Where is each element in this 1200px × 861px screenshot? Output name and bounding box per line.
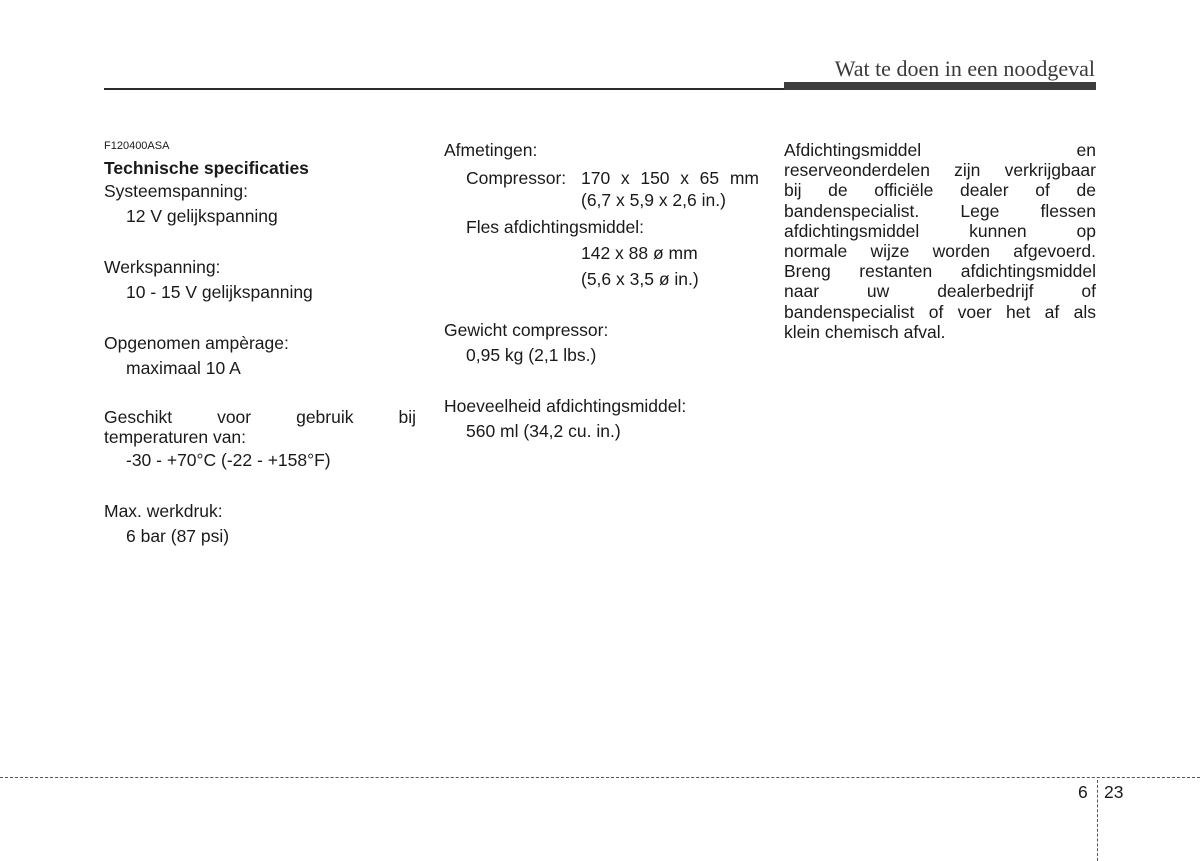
paragraph-line: bandenspecialist of voer het af als: [784, 301, 1096, 322]
compressor-value-inches: (6,7 x 5,9 x 2,6 in.): [581, 190, 726, 210]
header-rule-thick: [784, 82, 1096, 90]
amount-value: 560 ml (34,2 cu. in.): [466, 421, 621, 441]
specs-column: [104, 140, 416, 549]
paragraph-line: bij de officiële dealer of de: [784, 180, 1096, 201]
spec-label: Geschikt voor gebruik bij: [104, 407, 416, 427]
spec-label: Max. werkdruk:: [104, 501, 223, 521]
spec-label: Opgenomen ampèrage:: [104, 333, 289, 353]
page-number: 23: [1104, 782, 1124, 802]
spec-working-voltage: [104, 255, 416, 305]
paragraph-line: Breng restanten afdichtingsmiddel: [784, 261, 1096, 282]
footer-page-divider: [1097, 780, 1098, 861]
weight-label: Gewicht compressor:: [444, 320, 609, 340]
compressor-row: [444, 166, 759, 190]
section-code: F120400ASA: [104, 140, 170, 152]
bottle-value-inches: (5,6 x 3,5 ø in.): [581, 269, 699, 289]
footer-divider: [0, 777, 1200, 778]
compressor-value: 170 x 150 x 65 mm: [581, 168, 759, 188]
dimensions-column: [444, 140, 759, 444]
bottle-value: 142 x 88 ø mm: [581, 243, 698, 263]
spec-temperature: [104, 407, 416, 473]
spec-value: 12 V gelijkspanning: [126, 206, 278, 226]
weight-value: 0,95 kg (2,1 lbs.): [466, 345, 597, 365]
chapter-number: 6: [1078, 782, 1088, 802]
section-title: Technische specificaties: [104, 158, 309, 178]
spec-value: maximaal 10 A: [126, 358, 241, 378]
paragraph-line: reserveonderdelen zijn verkrijgbaar: [784, 160, 1096, 181]
paragraph-line: afdichtingsmiddel kunnen op: [784, 220, 1096, 241]
header-title: Wat te doen in een noodgeval: [834, 56, 1095, 81]
bottle-label: Fles afdichtingsmiddel:: [466, 217, 644, 237]
spec-system-voltage: [104, 179, 416, 229]
paragraph-line: bandenspecialist. Lege flessen: [784, 200, 1096, 221]
paragraph-line: Afdichtingsmiddel en: [784, 140, 1096, 160]
dimensions-label: Afmetingen:: [444, 140, 538, 160]
header-rule-thin: [104, 88, 784, 90]
spec-value: 10 - 15 V gelijkspanning: [126, 282, 313, 302]
spec-value: 6 bar (87 psi): [126, 526, 230, 546]
amount-label: Hoeveelheid afdichtingsmiddel:: [444, 396, 687, 416]
compressor-label: Compressor:: [466, 168, 567, 188]
spec-max-pressure: [104, 499, 416, 549]
paragraph-line: klein chemisch afval.: [784, 321, 946, 342]
spec-current: [104, 331, 416, 381]
paragraph-line: normale wijze worden afgevoerd.: [784, 241, 1096, 262]
paragraph-line: naar uw dealerbedrijf of: [784, 281, 1096, 302]
spec-label: Systeemspanning:: [104, 181, 248, 201]
disposal-paragraph: [784, 140, 1096, 342]
spec-value: -30 - +70°C (-22 - +158°F): [126, 450, 331, 470]
spec-label: Werkspanning:: [104, 257, 221, 277]
spec-label: temperaturen van:: [104, 427, 247, 447]
